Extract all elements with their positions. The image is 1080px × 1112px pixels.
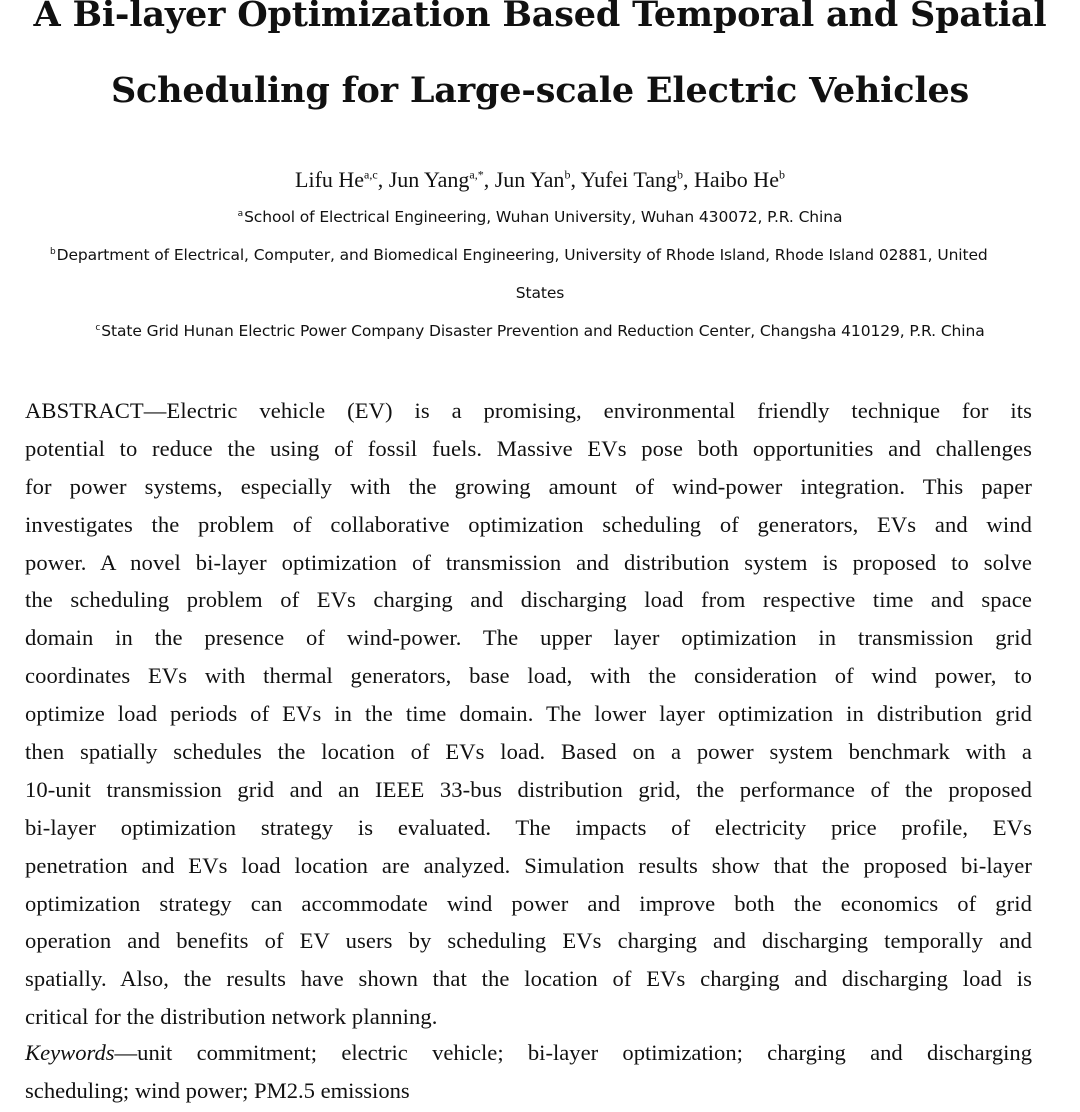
abstract-line: penetration and EVs load location are analyzed. Simulation results show that the proposed bi-layer: [25, 852, 1032, 878]
author: Lifu He$^{a,c}$,: [295, 167, 389, 192]
author-list: [0, 167, 1080, 193]
keywords-text: —unit commitment; electric vehicle; bi-layer optimization; charging and discharging: [114, 1040, 1032, 1065]
author: Haibo He$^b$: [694, 167, 785, 192]
affiliation-c: $^c$State Grid Hunan Electric Power Company Disaster Prevention and Reduction Center, Changsha 410129, P.R. China: [95, 322, 985, 340]
abstract-line: then spatially schedules the location of EVs load. Based on a power system benchmark with a: [25, 739, 1032, 765]
author: Yufei Tang$^b$,: [580, 167, 695, 192]
author: Jun Yan$^b$,: [494, 167, 581, 192]
abstract-line: investigates the problem of collaborative optimization scheduling of generators, EVs and wind: [25, 511, 1032, 537]
abstract-line: coordinates EVs with thermal generators, base load, with the consideration of wind power, to: [25, 663, 1032, 689]
keywords-line: scheduling; wind power; PM2.5 emissions: [25, 1077, 410, 1103]
affiliation-b-continuation: States: [515, 284, 565, 302]
keywords-label: Keywords: [25, 1040, 115, 1065]
abstract-line: critical for the distribution network planning.: [25, 1004, 438, 1030]
abstract-line: ABSTRACT—Electric vehicle (EV) is a promising, environmental friendly technique for its: [25, 398, 1032, 423]
abstract: [25, 392, 1032, 1036]
abstract-line: 10-unit transmission grid and an IEEE 33-bus distribution grid, the performance of the proposed: [25, 776, 1032, 802]
paper-title-line-1: A Bi-layer Optimization Based Temporal and Spatial: [33, 0, 1047, 35]
affiliation-a: $^a$School of Electrical Engineering, Wuhan University, Wuhan 430072, P.R. China: [237, 208, 843, 226]
keywords: [25, 1034, 1032, 1110]
abstract-line: spatially. Also, the results have shown that the location of EVs charging and discharging load is: [25, 966, 1032, 992]
abstract-line: optimization strategy can accommodate wind power and improve both the economics of grid: [25, 890, 1032, 916]
paper-title-line-2: Scheduling for Large-scale Electric Vehicles: [110, 70, 970, 111]
abstract-line: potential to reduce the using of fossil fuels. Massive EVs pose both opportunities and challenges: [25, 435, 1032, 461]
abstract-line: bi-layer optimization strategy is evaluated. The impacts of electricity price profile, EVs: [25, 814, 1032, 840]
affiliation-b: $^b$Department of Electrical, Computer, and Biomedical Engineering, University of Rhode Island, Rhode Island 02881, United: [50, 246, 988, 264]
abstract-line: optimize load periods of EVs in the time domain. The lower layer optimization in distribution grid: [25, 701, 1032, 727]
abstract-line: power. A novel bi-layer optimization of transmission and distribution system is proposed to solve: [25, 549, 1032, 575]
abstract-line: for power systems, especially with the growing amount of wind-power integration. This paper: [25, 473, 1032, 499]
author: Jun Yang$^{a,*}$,: [388, 167, 495, 192]
keywords-line: [25, 1034, 1032, 1072]
abstract-line: operation and benefits of EV users by scheduling EVs charging and discharging temporally and: [25, 928, 1032, 954]
abstract-line: the scheduling problem of EVs charging and discharging load from respective time and space: [25, 587, 1032, 613]
abstract-line: domain in the presence of wind-power. The upper layer optimization in transmission grid: [25, 625, 1032, 651]
